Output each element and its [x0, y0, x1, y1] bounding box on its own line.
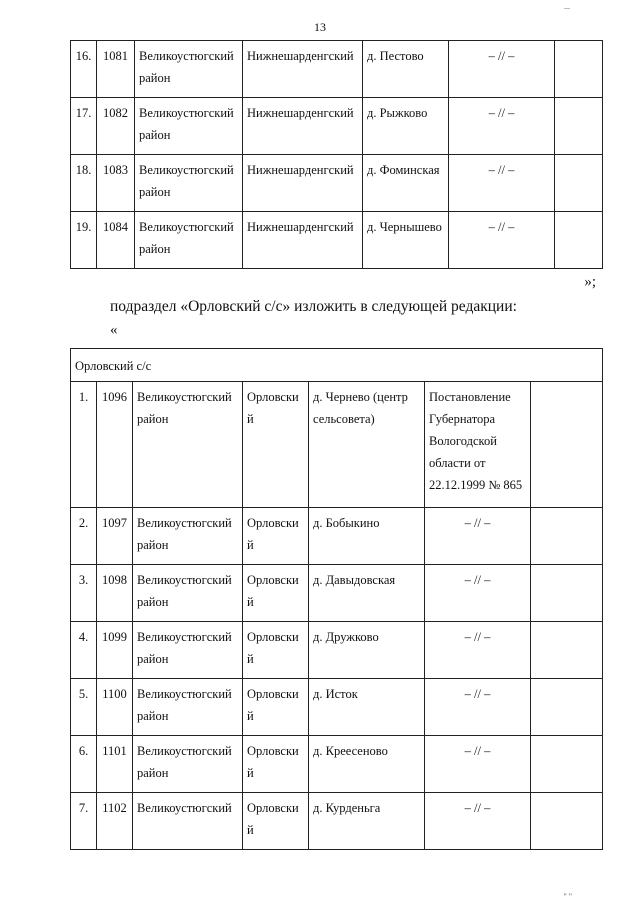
district-cell: Великоустюгский район: [135, 212, 243, 269]
table-row: [71, 736, 603, 793]
closing-quote: »;: [584, 274, 596, 290]
code-cell: 1098: [97, 565, 133, 622]
district-cell: Великоустюгский район: [135, 98, 243, 155]
section-header: Орловский с/с: [71, 349, 603, 382]
code-cell: 1102: [97, 793, 133, 850]
council-cell: Орловский: [243, 736, 309, 793]
council-cell: Орловский: [243, 793, 309, 850]
code-cell: 1096: [97, 382, 133, 508]
code-cell: 1084: [97, 212, 135, 269]
empty-cell: [555, 98, 603, 155]
table-row: [71, 41, 603, 98]
basis-cell: – // –: [425, 679, 531, 736]
council-cell: Орловский: [243, 565, 309, 622]
district-cell: Великоустюгский район: [133, 679, 243, 736]
empty-cell: [531, 622, 603, 679]
settlement-cell: д. Исток: [309, 679, 425, 736]
table-row: [71, 679, 603, 736]
district-cell: Великоустюгский район: [133, 508, 243, 565]
district-cell: Великоустюгский район: [133, 382, 243, 508]
code-cell: 1097: [97, 508, 133, 565]
row-number-cell: 5.: [71, 679, 97, 736]
table-row: [71, 212, 603, 269]
council-cell: Нижнешарденгский: [243, 212, 363, 269]
empty-cell: [531, 565, 603, 622]
basis-cell: – // –: [449, 212, 555, 269]
settlement-cell: д. Чернево (центр сельсовета): [309, 382, 425, 508]
row-number-cell: 2.: [71, 508, 97, 565]
council-cell: Орловский: [243, 508, 309, 565]
code-cell: 1100: [97, 679, 133, 736]
basis-cell: – // –: [425, 793, 531, 850]
row-number-cell: 4.: [71, 622, 97, 679]
table-row: [71, 155, 603, 212]
empty-cell: [555, 212, 603, 269]
table-row: [71, 793, 603, 850]
code-cell: 1082: [97, 98, 135, 155]
council-cell: Орловский: [243, 622, 309, 679]
table-row: [71, 565, 603, 622]
row-number-cell: 19.: [71, 212, 97, 269]
settlement-cell: д. Давыдовская: [309, 565, 425, 622]
row-number-cell: 17.: [71, 98, 97, 155]
opening-quote: «: [110, 322, 118, 338]
district-cell: Великоустюгский район: [135, 41, 243, 98]
district-cell: Великоустюгский район: [135, 155, 243, 212]
table-row: [71, 382, 603, 508]
settlement-cell: д. Креесеново: [309, 736, 425, 793]
basis-cell: – // –: [425, 622, 531, 679]
empty-cell: [531, 736, 603, 793]
basis-cell: – // –: [425, 565, 531, 622]
empty-cell: [555, 41, 603, 98]
amendment-paragraph: подраздел «Орловский с/с» изложить в следующей редакции:: [110, 298, 517, 315]
empty-cell: [531, 382, 603, 508]
code-cell: 1099: [97, 622, 133, 679]
table-row: [71, 622, 603, 679]
row-number-cell: 1.: [71, 382, 97, 508]
settlement-cell: д. Пестово: [363, 41, 449, 98]
code-cell: 1081: [97, 41, 135, 98]
empty-cell: [555, 155, 603, 212]
basis-cell: – // –: [449, 41, 555, 98]
council-cell: Нижнешарденгский: [243, 98, 363, 155]
basis-cell: – // –: [425, 736, 531, 793]
row-number-cell: 7.: [71, 793, 97, 850]
basis-cell: Постановление Губернатора Вологодской области от 22.12.1999 № 865: [425, 382, 531, 508]
row-number-cell: 6.: [71, 736, 97, 793]
council-cell: Нижнешарденгский: [243, 155, 363, 212]
page-number: 13: [314, 20, 326, 34]
district-cell: Великоустюгский: [133, 793, 243, 850]
empty-cell: [531, 508, 603, 565]
settlement-cell: д. Курденьга: [309, 793, 425, 850]
settlements-table-continued: [70, 40, 603, 269]
settlement-cell: д. Бобыкино: [309, 508, 425, 565]
basis-cell: – // –: [449, 98, 555, 155]
table-row: [71, 508, 603, 565]
code-cell: 1083: [97, 155, 135, 212]
corner-mark-bottom: " ": [563, 892, 572, 901]
row-number-cell: 16.: [71, 41, 97, 98]
district-cell: Великоустюгский район: [133, 622, 243, 679]
basis-cell: – // –: [449, 155, 555, 212]
council-cell: Орловский: [243, 382, 309, 508]
corner-mark-top: ...: [564, 2, 570, 11]
district-cell: Великоустюгский район: [133, 736, 243, 793]
settlement-cell: д. Фоминская: [363, 155, 449, 212]
empty-cell: [531, 679, 603, 736]
council-cell: Нижнешарденгский: [243, 41, 363, 98]
council-cell: Орловский: [243, 679, 309, 736]
settlement-cell: д. Дружково: [309, 622, 425, 679]
district-cell: Великоустюгский район: [133, 565, 243, 622]
empty-cell: [531, 793, 603, 850]
table-row: [71, 98, 603, 155]
code-cell: 1101: [97, 736, 133, 793]
row-number-cell: 3.: [71, 565, 97, 622]
orlovsky-settlements-table: [70, 348, 603, 850]
settlement-cell: д. Чернышево: [363, 212, 449, 269]
settlement-cell: д. Рыжково: [363, 98, 449, 155]
row-number-cell: 18.: [71, 155, 97, 212]
basis-cell: – // –: [425, 508, 531, 565]
